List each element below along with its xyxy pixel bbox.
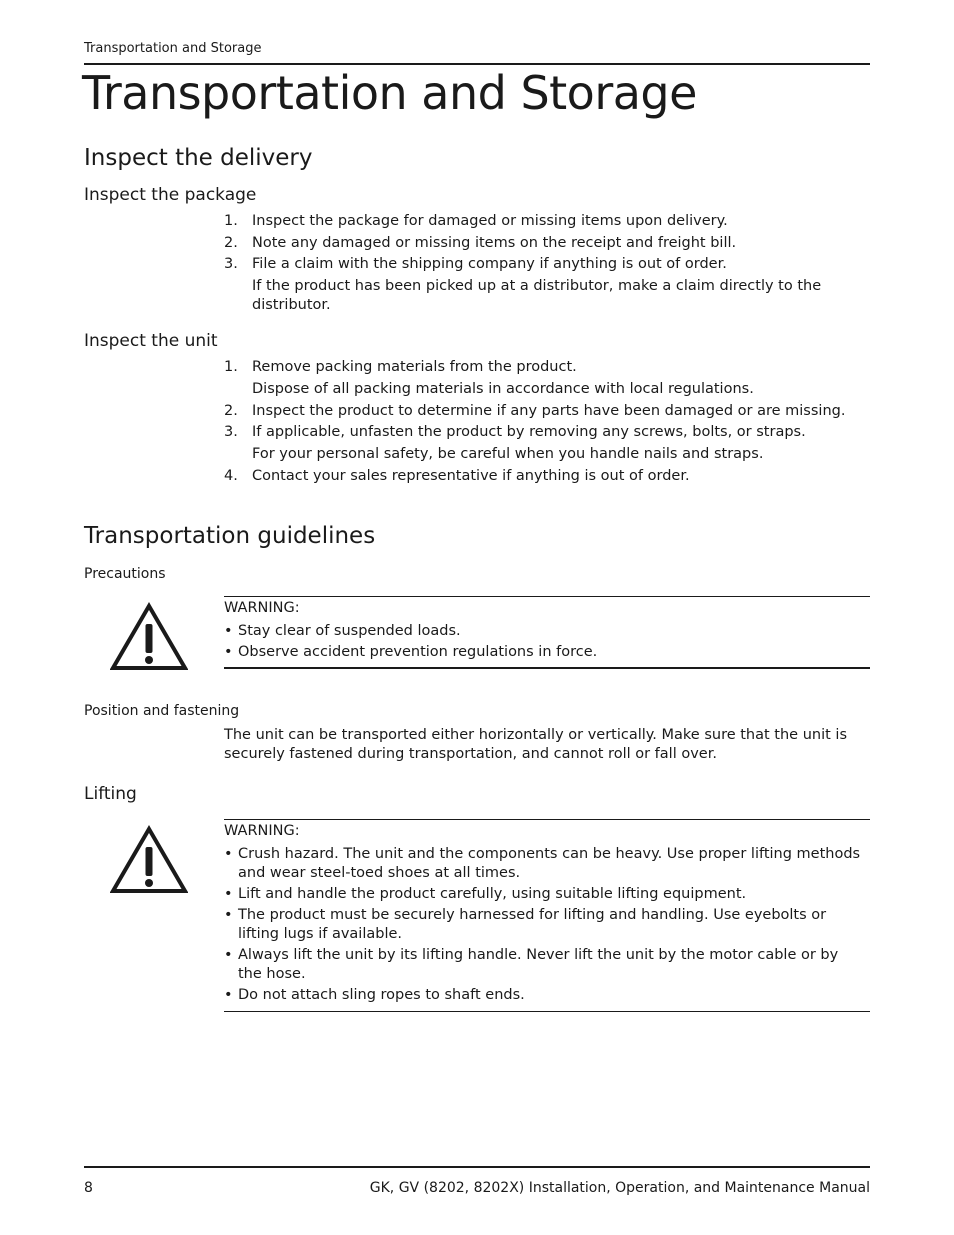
subheading-inspect-package: Inspect the package [84,185,257,205]
warning-triangle-icon [110,825,188,895]
header-rule [84,63,870,65]
list-item [224,423,864,464]
warning-label: WARNING: [224,600,300,616]
list-item: • The product must be securely harnessed for lifting and handling. Use eyebolts or lifting lugs if available. [224,906,864,944]
step-number: 2. [224,402,238,419]
step-text: Remove packing materials from the product. [252,359,577,375]
running-header: Transportation and Storage [84,41,262,56]
subheading-precautions: Precautions [84,566,166,582]
chapter-title: Transportation and Storage [82,66,697,120]
subheading-lifting: Lifting [84,784,137,804]
step-note: For your personal safety, be careful when you handle nails and straps. [252,446,764,462]
warning-triangle-icon [110,602,188,672]
step-number: 1. [224,213,238,229]
position-fastening-text: The unit can be transported either horizontally or vertically. Make sure that the unit is securely fastened during transportation, and cannot roll or fall over. [224,727,847,762]
inspect-package-steps [224,212,864,318]
step-text: Inspect the product to determine if any parts have been damaged or are missing. [252,402,846,419]
list-item: • Do not attach sling ropes to shaft ends. [224,986,864,1005]
list-item [224,402,864,421]
subheading-position-fastening: Position and fastening [84,703,240,719]
section-heading-transportation: Transportation guidelines [84,523,376,549]
footer-manual-title: GK, GV (8202, 8202X) Installation, Operation, and Maintenance Manual [369,1180,870,1196]
list-item [224,255,864,315]
warning-bottom-rule [224,1011,870,1012]
step-number: 3. [224,424,238,440]
footer-rule [84,1166,870,1168]
page-number: 8 [84,1180,93,1196]
subheading-inspect-unit: Inspect the unit [84,331,218,351]
step-number: 3. [224,256,238,272]
list-item [224,358,864,399]
lifting-warning-list [224,845,864,1007]
step-text: Contact your sales representative if anything is out of order. [252,467,690,484]
step-note: If the product has been picked up at a distributor, make a claim directly to the distributor. [252,278,822,313]
list-item [224,467,864,486]
section-heading-inspect-delivery: Inspect the delivery [84,145,313,171]
list-item: • Lift and handle the product carefully, using suitable lifting equipment. [224,885,864,904]
warning-bottom-rule [224,667,870,669]
inspect-unit-steps [224,358,864,488]
warning-label: WARNING: [224,823,300,839]
step-note: Dispose of all packing materials in accordance with local regulations. [252,381,754,397]
step-text: Inspect the package for damaged or missing items upon delivery. [252,213,728,229]
list-item: • Stay clear of suspended loads. [224,622,864,641]
list-item [224,212,864,231]
warning-top-rule [224,596,870,597]
step-text: Note any damaged or missing items on the receipt and freight bill. [252,234,737,251]
list-item: • Always lift the unit by its lifting handle. Never lift the unit by the motor cable or by the hose. [224,946,864,984]
step-number: 1. [224,359,238,375]
step-text: If applicable, unfasten the product by removing any screws, bolts, or straps. [252,424,806,440]
precautions-warning-list [224,622,864,664]
list-item [224,234,864,253]
list-item: • Crush hazard. The unit and the components can be heavy. Use proper lifting methods and wear steel-toed shoes at all times. [224,845,864,883]
step-number: 2. [224,234,238,251]
list-item: • Observe accident prevention regulations in force. [224,643,864,662]
warning-top-rule [224,819,870,820]
step-number: 4. [224,467,238,484]
step-text: File a claim with the shipping company if anything is out of order. [252,256,727,272]
